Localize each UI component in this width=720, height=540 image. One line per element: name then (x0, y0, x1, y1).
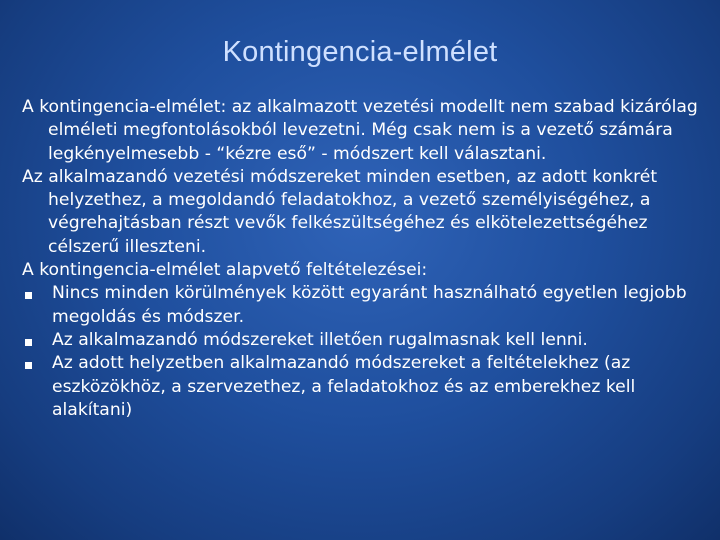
square-bullet-icon (25, 362, 32, 369)
paragraph-application: Az alkalmazandó vezetési módszereket minden esetben, az adott konkrét helyzethez, a megoldandó feladatokhoz, a vezető személyiségéhez, a végrehajtásban részt vevők felkészültségéhez és elkötelezettségéhez célszerű illeszteni. (22, 166, 658, 257)
paragraph-assumptions-heading: A kontingencia-elmélet alapvető feltételezései: (22, 260, 428, 281)
bullet-item-3 (22, 352, 702, 422)
bullet-item-1 (22, 282, 702, 329)
bullet-text: Az adott helyzetben alkalmazandó módszereket a feltételekhez (az eszközökhöz, a szervezethez, a feladatokhoz és az emberekhez kell alakítani) (52, 353, 636, 420)
slide-title: Kontingencia-elmélet (222, 36, 498, 68)
bullet-text: Nincs minden körülmények között egyaránt használható egyetlen legjobb megoldás és módszer. (52, 283, 687, 327)
paragraph-definition: A kontingencia-elmélet: az alkalmazott vezetési modellt nem szabad kizárólag elméleti megfontolásokból levezetni. Még csak nem is a vezető számára legkényelmesebb - “kézre eső” - módszert kell választani. (22, 97, 698, 164)
slide-content (22, 96, 702, 422)
bullet-item-2 (22, 329, 702, 352)
bullet-text: Az alkalmazandó módszereket illetően rugalmasnak kell lenni. (52, 329, 588, 350)
square-bullet-icon (25, 339, 32, 346)
square-bullet-icon (25, 292, 32, 299)
